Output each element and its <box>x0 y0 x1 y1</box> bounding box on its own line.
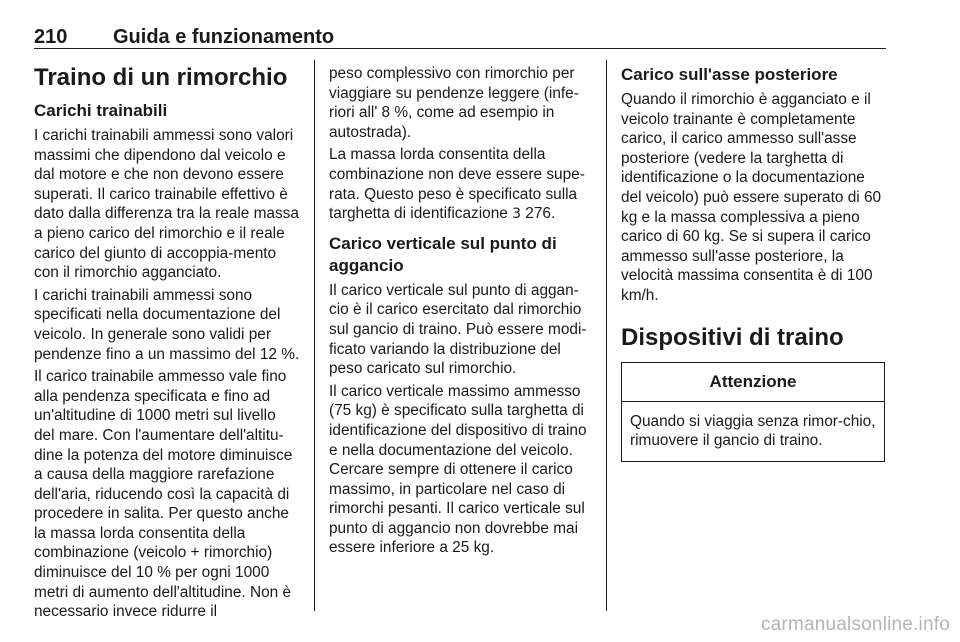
paragraph: I carichi trainabili ammessi sono valori massimi che dipendono dal veicolo e dal motore e che non devono essere superati. Il carico trainabile effettivo è dato dalla differenza tra la reale massa a pieno carico del rimorchio e il reale carico del giunto di accoppia-mento con il rimorchio agganciato. <box>34 127 299 282</box>
subsection-title-asse-posteriore: Carico sull'asse posteriore <box>621 65 838 84</box>
page-reference-arrow-icon: 3 <box>512 206 522 223</box>
paragraph <box>329 145 591 224</box>
section-title-dispositivi: Dispositivi di traino <box>621 323 844 351</box>
column-1 <box>34 64 300 625</box>
watermark: carmanualsonline.info <box>760 614 950 635</box>
paragraph: Il carico trainabile ammesso vale fino alla pendenza specificata e fino ad un'altitudine di 1000 metri sul livello del mare. Con l'aumentare dell'altitu-dine la potenza del motore diminuisce a causa della maggiore rarefazione dell'aria, riducendo così la capacità di procedere in salita. Per questo anche la massa lorda consentita della combinazione (veicolo + rimorchio) diminuisce del 10 % per ogni 1000 metri di aumento dell'altitudine. Non è necessario invece ridurre il <box>34 368 293 621</box>
warning-text: Quando si viaggia senza rimor-chio, rimuovere il gancio di traino. <box>630 412 876 450</box>
subsection-title-carico-verticale: Carico verticale sul punto di aggancio <box>329 233 557 275</box>
column-divider-1 <box>314 60 315 611</box>
paragraph-text: La massa lorda consentita della combinazione non deve essere supe-rata. Questo peso è specificato sulla targhetta di identificazione <box>329 146 585 223</box>
column-2 <box>329 64 591 561</box>
paragraph: peso complessivo con rimorchio per viaggiare su pendenze leggere (infe-riori all' 8 %, come ad esempio in autostrada). <box>329 65 579 141</box>
paragraph: I carichi trainabili ammessi sono specificati nella documentazione del veicolo. In generale sono validi per pendenze fino a un massimo del 12 %. <box>34 286 300 363</box>
warning-title: Attenzione <box>622 363 884 402</box>
paragraph: Il carico verticale sul punto di aggan-cio è il carico esercitato dal rimorchio sul gancio di traino. Può essere modi-ficato variando la distribuzione del peso caricato sul rimorchio. <box>329 281 587 378</box>
column-3 <box>621 64 886 462</box>
paragraph: Il carico verticale massimo ammesso (75 kg) è specificato sulla targhetta di identificazione del dispositivo di traino e nella documentazione del veicolo. Cercare sempre di ottenere il carico massimo, in particolare nel caso di rimorchi pesanti. Il carico verticale sul punto di aggancio non dovrebbe mai essere inferiore a 25 kg. <box>329 382 587 557</box>
section-title-traino: Traino di un rimorchio <box>34 64 288 91</box>
running-title: Guida e funzionamento <box>113 26 335 48</box>
page-header <box>34 26 886 49</box>
warning-body <box>622 402 884 461</box>
subsection-title-carichi: Carichi trainabili <box>34 101 168 120</box>
warning-box <box>621 362 885 462</box>
paragraph: Quando il rimorchio è agganciato e il veicolo trainante è completamente carico, il carico ammesso sull'asse posteriore (vedere la targhetta di identificazione o la documentazione del veicolo) può essere superato di 60 kg e la massa complessiva a pieno carico di 60 kg. Se si supera il carico ammesso sull'asse posteriore, la velocità massima consentita è di 100 km/h. <box>621 91 882 304</box>
page-number: 210 <box>34 26 68 48</box>
page-reference-number[interactable]: 276. <box>521 205 556 223</box>
column-divider-2 <box>606 60 607 611</box>
